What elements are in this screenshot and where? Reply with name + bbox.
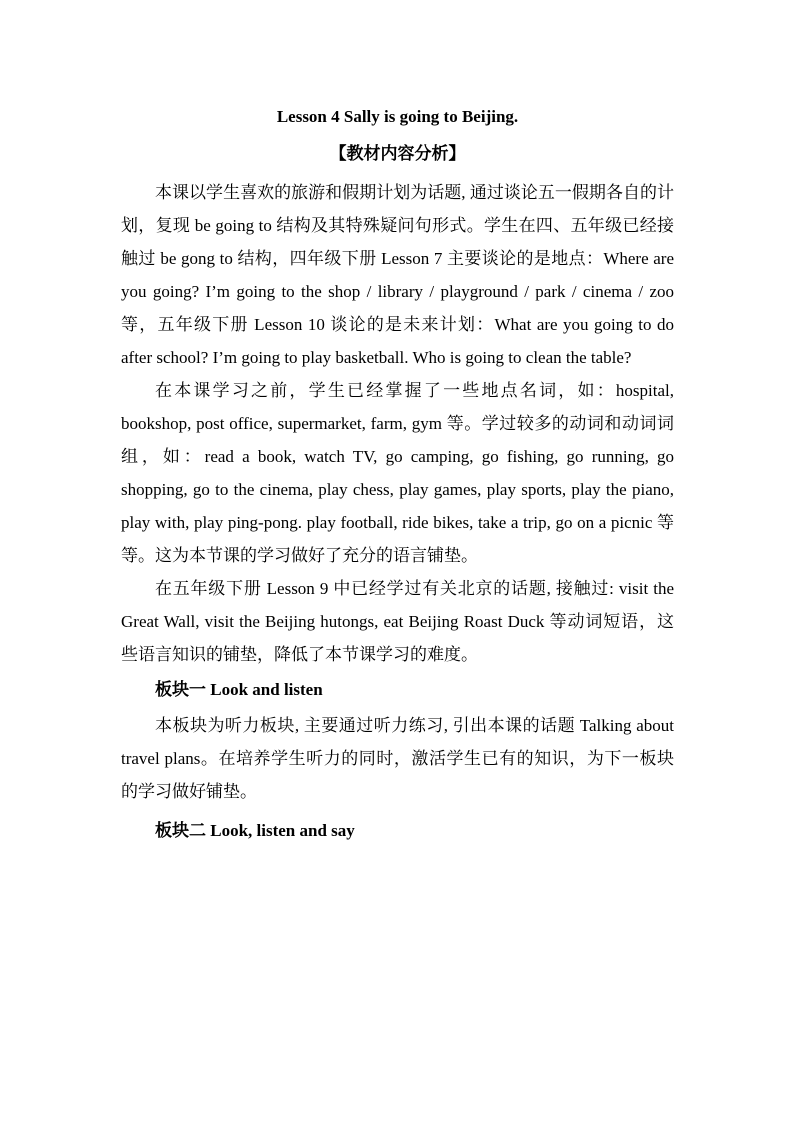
lesson-title: Lesson 4 Sally is going to Beijing.: [276, 107, 519, 126]
block2-heading: 板块二 Look, listen and say: [155, 821, 355, 840]
section-title: 【教材内容分析】: [329, 144, 466, 163]
paragraph-topic-overview: 本课以学生喜欢的旅游和假期计划为话题, 通过谈论五一假期各自的计划，复现 be going to 结构及其特殊疑问句形式。学生在四、五年级已经接触过 be gong to 结构，四年级下册 Lesson 7 主要谈论的是地点：Where are you going? I’m going to the shop / library / playground / park / cinema / zoo 等，五年级下册 Lesson 10 谈论的是未来计划：What are you going to do after school? I’m going to play basketball. Who is going to clean the table?: [121, 183, 674, 367]
paragraph-beijing-topic: 在五年级下册 Lesson 9 中已经学过有关北京的话题, 接触过: visit the Great Wall, visit the Beijing hutongs, eat Beijing Roast Duck 等动词短语，这些语言知识的铺垫，降低了本节课学习的难度。: [121, 579, 674, 664]
paragraph-prior-vocabulary: 在本课学习之前，学生已经掌握了一些地点名词，如：hospital, bookshop, post office, supermarket, farm, gym 等。学过较多的动词和动词词组，如：read a book, watch TV, go camping, go fishing, go running, go shopping, go to the cinema, play chess, play games, play sports, play the piano, play with, play ping-pong. play football, ride bikes, take a trip, go on a picnic 等等。这为本节课的学习做好了充分的语言铺垫。: [121, 381, 674, 565]
document-body: [121, 100, 674, 850]
block1-text: 本板块为听力板块, 主要通过听力练习, 引出本课的话题 Talking about travel plans。在培养学生听力的同时，激活学生已有的知识，为下一板块的学习做好铺垫。: [121, 716, 674, 801]
block1-heading: 板块一 Look and listen: [155, 680, 323, 699]
